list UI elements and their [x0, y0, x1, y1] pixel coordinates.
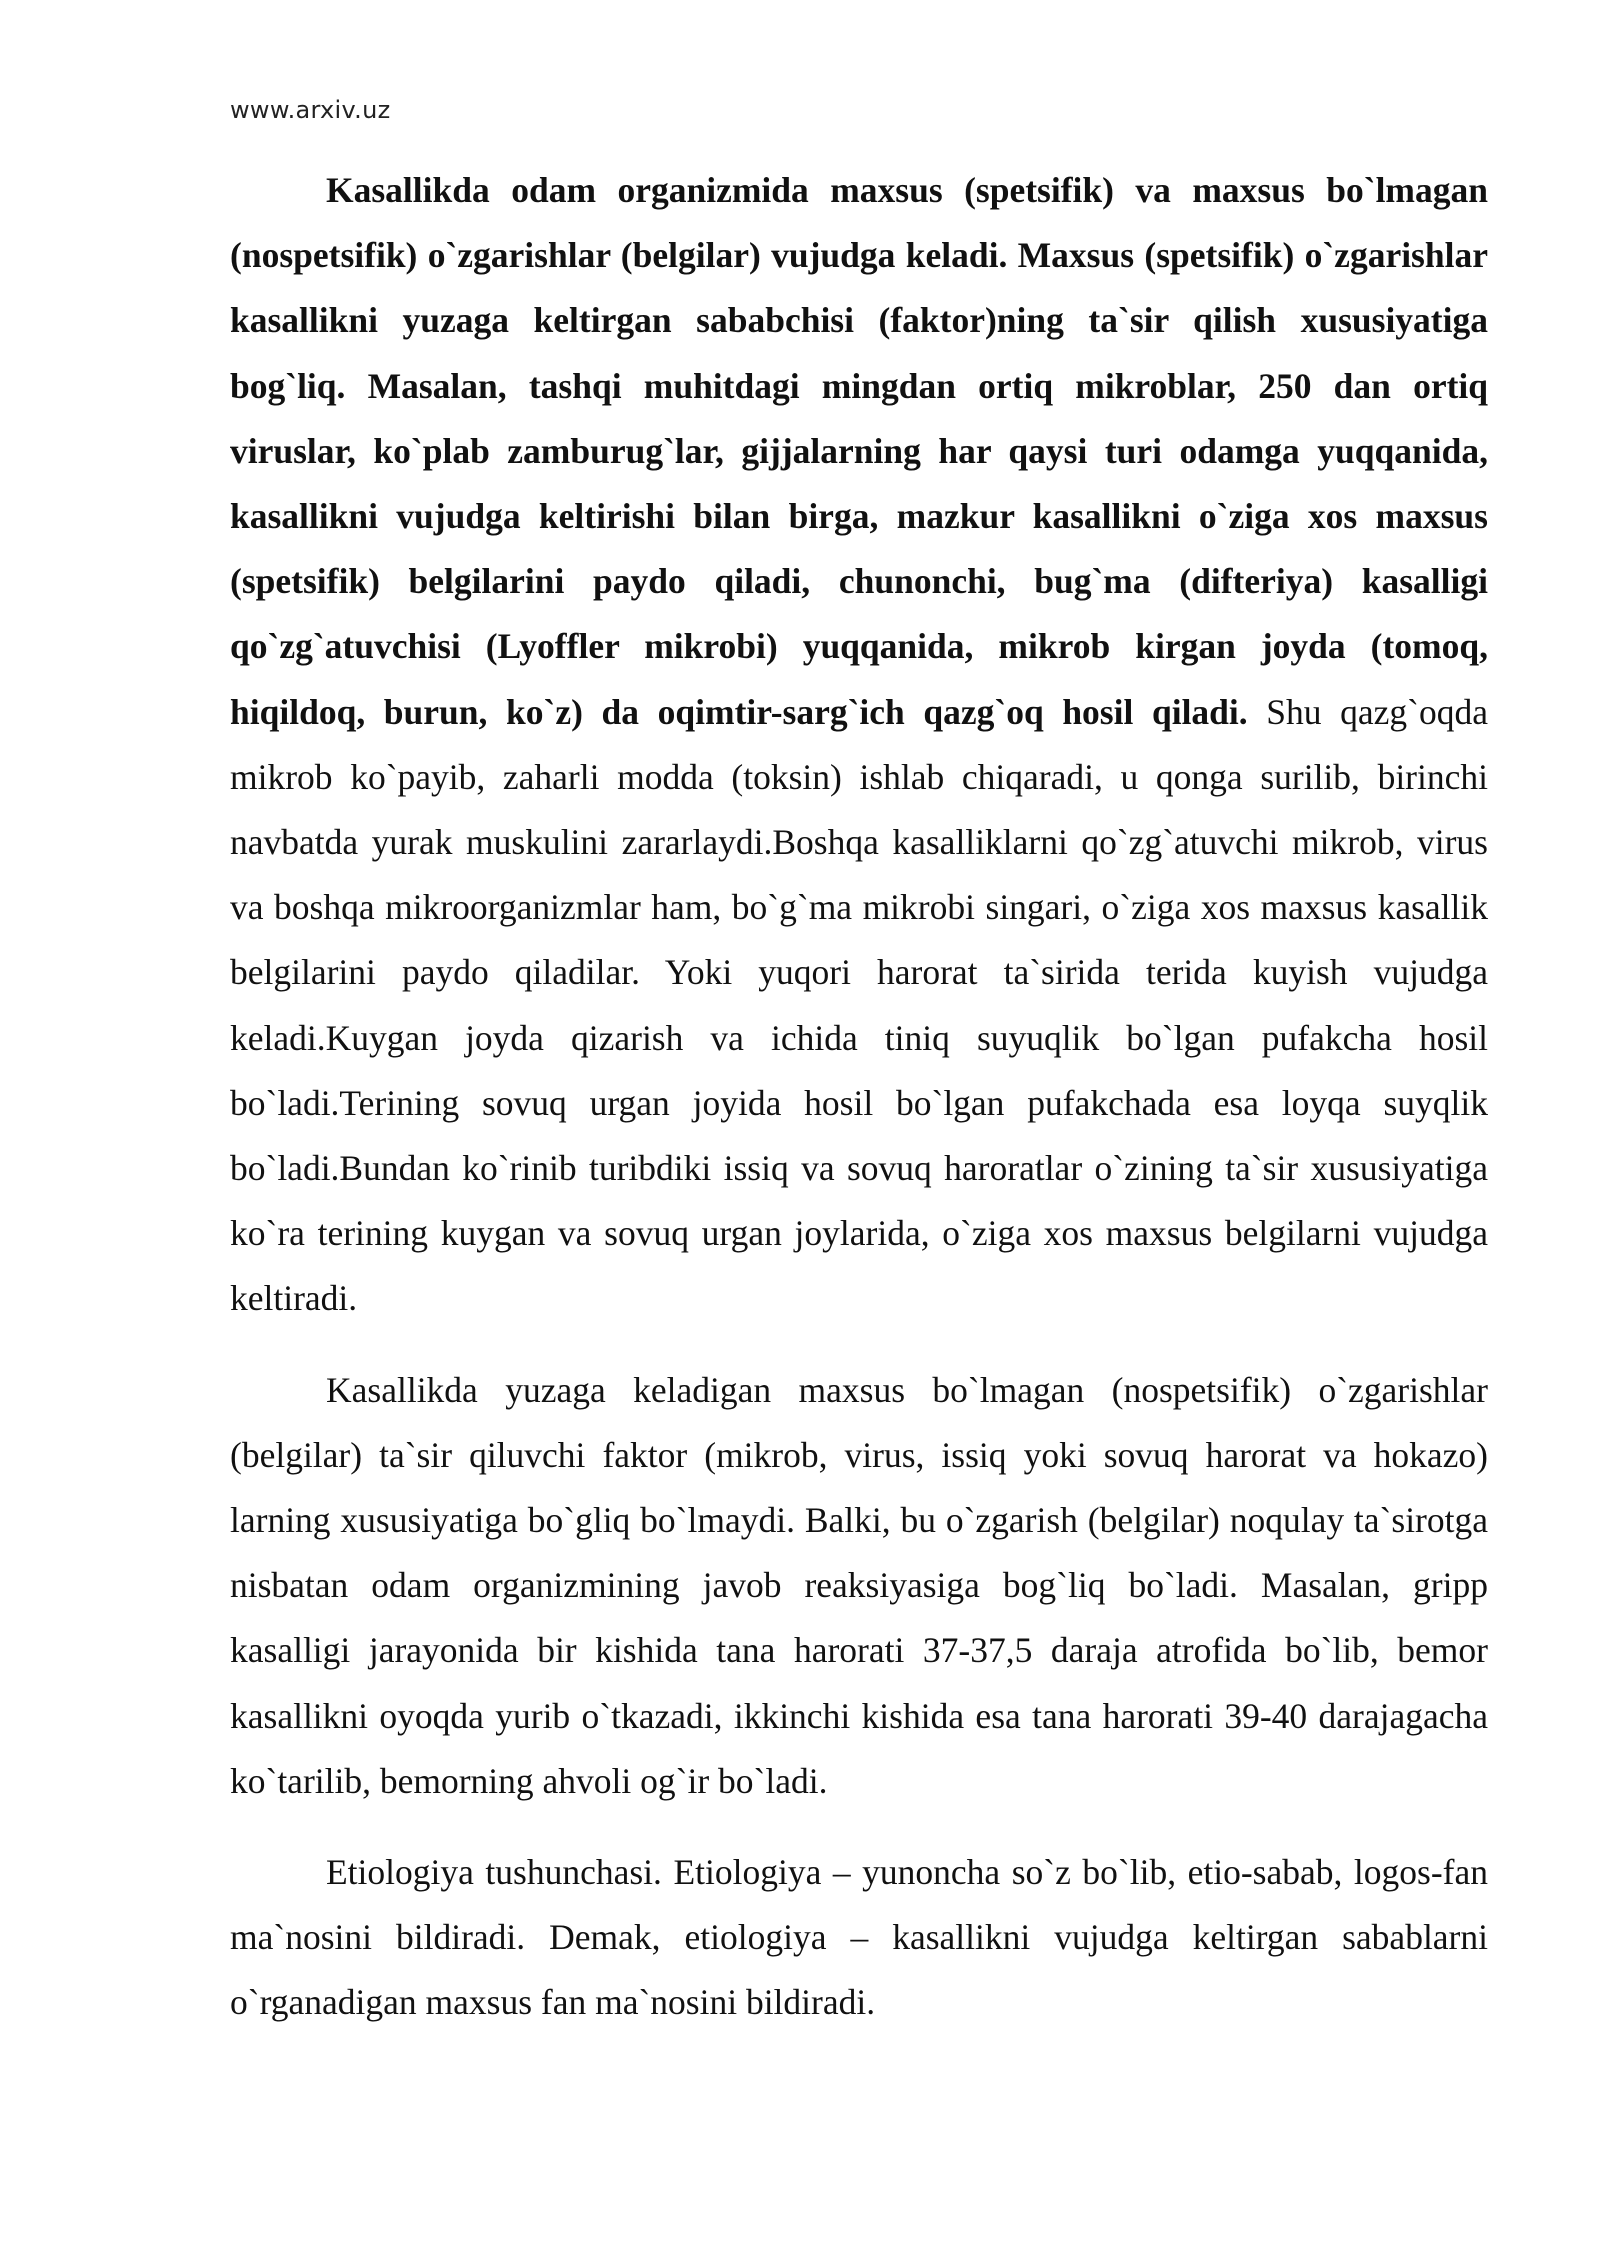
- paragraph-nonspecific-changes: Kasallikda yuzaga keladigan maxsus bo`lmagan (nospetsifik) o`zgarishlar (belgilar) ta`sir qiluvchi faktor (mikrob, virus, issiq yoki sovuq harorat va hokazo) larning xususiyatiga bo`gliq bo`lmaydi. Balki, bu o`zgarish (belgilar) noqulay ta`sirotga nisbatan odam organizmining javob reaksiyasiga bog`liq bo`ladi. Masalan, gripp kasalligi jarayonida bir kishida tana harorati 37-37,5 daraja atrofida bo`lib, bemor kasallikni oyoqda yurib o`tkazadi, ikkinchi kishida esa tana harorati 39-40 darajagacha ko`tarilib, bemorning ahvoli og`ir bo`ladi.: [230, 1369, 1488, 1801]
- paragraph-etiology: Etiologiya tushunchasi. Etiologiya – yunoncha so`z bo`lib, etio-sabab, logos-fan ma`nosini bildiradi. Demak, etiologiya – kasallikni vujudga keltirgan sabablarni o`rganadigan maxsus fan ma`nosini bildiradi.: [230, 1852, 1488, 2023]
- document-body: [230, 158, 1488, 2036]
- site-url-header: www.arxiv.uz: [230, 96, 391, 124]
- paragraph-specific-changes: [230, 158, 1488, 1332]
- paragraph-bold-intro: Kasallikda odam organizmida maxsus (spetsifik) va maxsus bo`lmagan (nospetsifik) o`zgarishlar (belgilar) vujudga keladi. Maxsus (spetsifik) o`zgarishlar kasallikni yuzaga keltirgan sababchisi (faktor)ning ta`sir qilish xususiyatiga bog`liq. Masalan, tashqi muhitdagi mingdan ortiq mikroblar, 250 dan ortiq viruslar, ko`plab zamburug`lar, gijjalarning har qaysi turi odamga yuqqanida, kasallikni vujudga keltirishi bilan birga, mazkur kasallikni o`ziga xos maxsus (spetsifik) belgilarini paydo qiladi, chunonchi, bug`ma (difteriya) kasalligi qo`zg`atuvchisi (Lyoffler mikrobi) yuqqanida, mikrob kirgan joyda (tomoq, hiqildoq, burun, ko`z) da oqimtir-sarg`ich qazg`oq hosil qiladi.: [230, 170, 1488, 732]
- paragraph-continuation: Shu qazg`oqda mikrob ko`payib, zaharli modda (toksin) ishlab chiqaradi, u qonga surilib, birinchi navbatda yurak muskulini zararlaydi.Boshqa kasalliklarni qo`zg`atuvchi mikrob, virus va boshqa mikroorganizmlar ham, bo`g`ma mikrobi singari, o`ziga xos maxsus kasallik belgilarini paydo qiladilar. Yoki yuqori harorat ta`sirida terida kuyish vujudga keladi.Kuygan joyda qizarish va ichida tiniq suyuqlik bo`lgan pufakcha hosil bo`ladi.Terining sovuq urgan joyida hosil bo`lgan pufakchada esa loyqa suyqlik bo`ladi.Bundan ko`rinib turibdiki issiq va sovuq haroratlar o`zining ta`sir xususiyatiga ko`ra terining kuygan va sovuq urgan joylarida, o`ziga xos maxsus belgilarni vujudga keltiradi.: [230, 691, 1488, 1319]
